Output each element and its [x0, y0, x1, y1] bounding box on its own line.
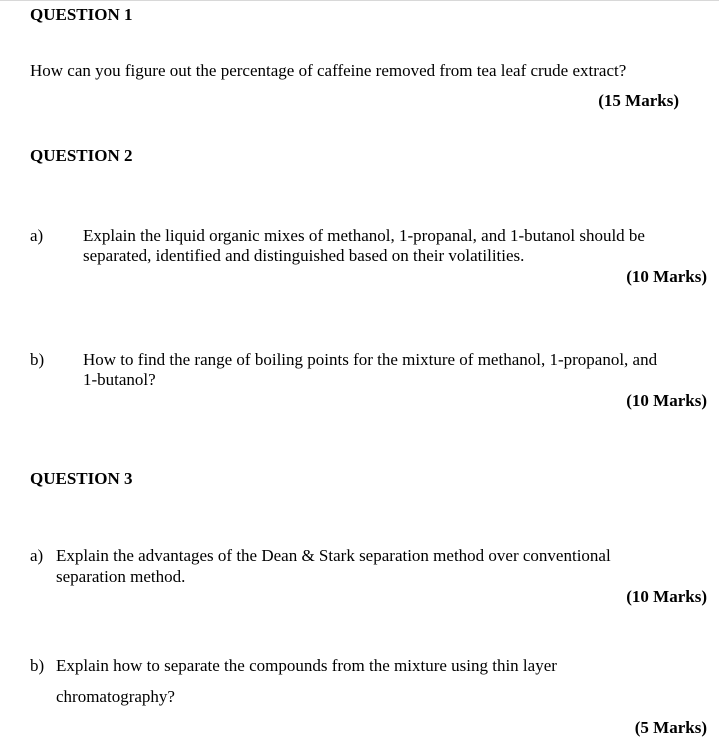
question-3-heading: QUESTION 3 [30, 469, 133, 488]
question-2a-line-2: separated, identified and distinguished based on their volatilities. [83, 246, 525, 265]
question-2b-line-1: How to find the range of boiling points for the mixture of methanol, 1-propanol, and [83, 350, 658, 369]
question-3b-line-2: chromatography? [56, 687, 175, 706]
question-2b-line-2: 1-butanol? [83, 370, 156, 389]
question-2a-label: a) [30, 226, 44, 245]
question-2-heading: QUESTION 2 [30, 146, 133, 165]
question-3b-line-1: Explain how to separate the compounds from the mixture using thin layer [56, 656, 557, 675]
question-3b-marks: (5 Marks) [634, 718, 707, 737]
question-2b-label: b) [30, 350, 45, 369]
question-2a-line-1: Explain the liquid organic mixes of methanol, 1-propanal, and 1-butanol should be [83, 226, 645, 245]
question-3a-label: a) [30, 546, 44, 565]
page-top-border [0, 0, 719, 1]
question-2a-marks: (10 Marks) [626, 267, 707, 286]
question-2b-marks: (10 Marks) [626, 391, 707, 410]
question-1-heading: QUESTION 1 [30, 5, 133, 24]
question-3a-line-2: separation method. [56, 567, 186, 586]
question-3a-marks: (10 Marks) [626, 587, 707, 606]
question-3a-line-1: Explain the advantages of the Dean & Stark separation method over conventional [56, 546, 611, 565]
question-3b-label: b) [30, 656, 45, 675]
question-1-text: How can you figure out the percentage of caffeine removed from tea leaf crude extract? [30, 61, 627, 80]
question-1-marks: (15 Marks) [598, 91, 679, 110]
